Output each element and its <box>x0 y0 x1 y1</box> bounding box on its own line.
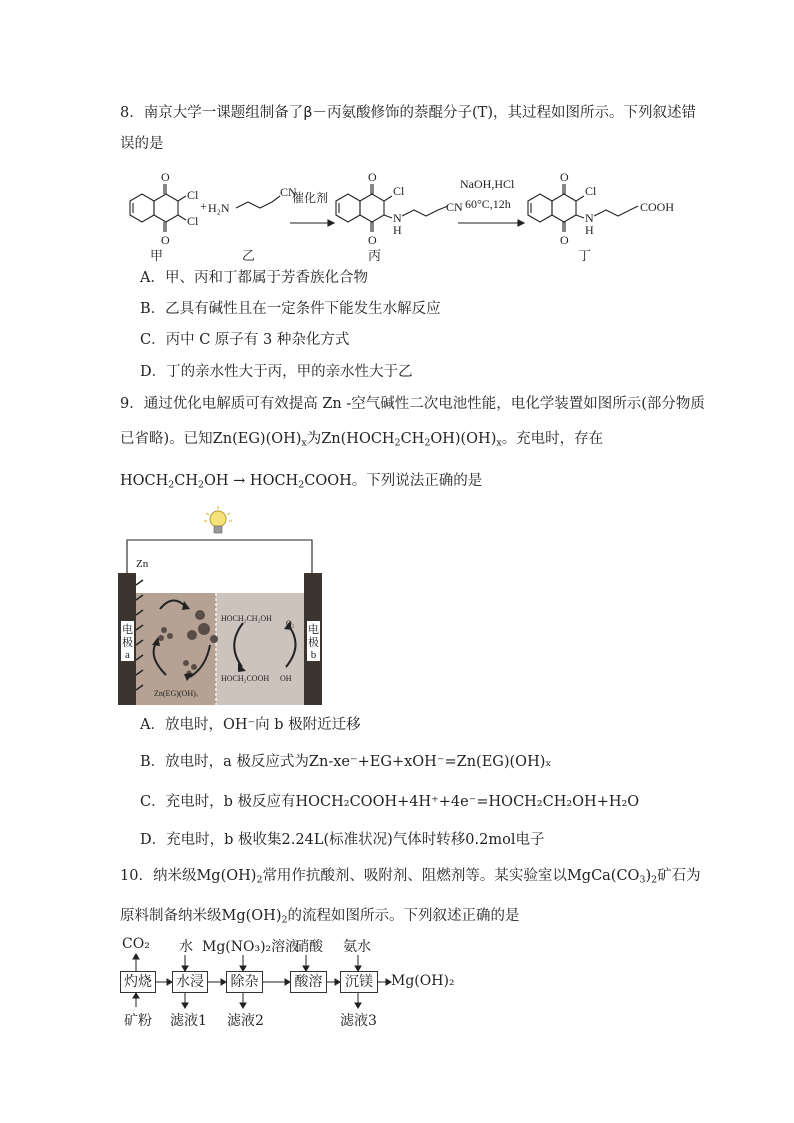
q10-stem2-part2: 的流程如图所示。下列叙述正确的是 <box>287 908 520 924</box>
bing-o-top: O <box>368 170 377 184</box>
bing-n: N <box>393 211 402 225</box>
q10-stem2-part1: 原料制备纳米级 <box>120 908 222 924</box>
electrode-b-char3: b <box>310 649 317 661</box>
cond-bottom: 60°C,12h <box>465 197 511 211</box>
flow-filtrate-2: 滤液2 <box>227 1013 264 1029</box>
zn-label: Zn <box>136 558 149 570</box>
q9-d-part5: 电子 <box>515 832 545 848</box>
bing-h: H <box>393 223 402 237</box>
q8-stem-part1: 8．南京大学一课题组制备了 <box>120 105 304 121</box>
q8-stem-part2: －丙氨酸修饰的萘醌分子(T)，其过程如图所示。下列叙述错 <box>312 105 696 121</box>
flow-filtrate-1: 滤液1 <box>170 1013 207 1029</box>
q10-stem1-part1: 10．纳米级 <box>120 868 197 884</box>
q10-stem1-part3: 矿石为 <box>657 868 701 884</box>
flow-ore: 矿粉 <box>124 1013 152 1029</box>
flow-step-roast: 灼烧 <box>120 971 156 993</box>
ding-cl: Cl <box>585 184 597 198</box>
q9-option-d <box>140 830 544 850</box>
label-ding: 丁 <box>578 248 592 263</box>
q9-battery-diagram <box>118 505 330 705</box>
q9-stem2-part1: 已省略)。已知 <box>120 431 213 447</box>
electrode-a-char2: 极 <box>122 637 133 649</box>
ding-h: H <box>585 223 594 237</box>
label-yi: 乙 <box>242 248 256 263</box>
q8-option-b: B．乙具有碱性且在一定条件下能发生水解反应 <box>140 301 441 317</box>
label-jia: 甲 <box>150 248 164 263</box>
ding-o-bottom: O <box>560 233 569 247</box>
jia-cl-1: Cl <box>187 188 199 202</box>
q9-c-equation: HOCH₂COOH+4H⁺+4e⁻=HOCH₂CH₂OH+H₂O <box>295 794 640 810</box>
flow-mgno3: Mg(NO₃)₂溶液 <box>202 939 300 955</box>
yi-cn: CN <box>280 185 297 199</box>
cond-top: NaOH,HCl <box>460 177 515 191</box>
q9-b-equation: Zn-xe⁻+EG+xOH⁻=Zn(EG)(OH)ₓ <box>308 754 552 770</box>
q8-option-a: A．甲、丙和丁都属于芳香族化合物 <box>140 270 368 286</box>
q9-a-ion: OH⁻ <box>222 717 256 733</box>
q9-b-part1: B．放电时，a 极反应式为 <box>140 754 309 770</box>
flow-ammonia: 氨水 <box>343 939 371 955</box>
ding-o-top: O <box>560 170 569 184</box>
q9-stem2-part3: 。充电时，存在 <box>501 431 604 447</box>
flow-step-precipitate-mg: 沉镁 <box>340 971 378 993</box>
q9-stem2-part2: 为 <box>306 431 322 447</box>
oh-label: OH <box>280 674 292 683</box>
q9-stem-line2: 已省略)。已知$Zn(EG)(OH)_x$为$Zn(HOCH_2CH_2OH)(OH)_x$。充电时，存在 <box>120 431 604 449</box>
flow-co2: CO₂ <box>122 936 150 952</box>
q10-stem-line1: 10．纳米级$Mg(OH)_2$常用作抗酸剂、吸附剂、阻燃剂等。某实验室以$MgCa(CO_3)_2$矿石为 <box>120 868 701 886</box>
flow-water: 水 <box>179 939 193 955</box>
o2-label: O₂ <box>286 619 295 628</box>
jia-cl-2: Cl <box>187 214 199 228</box>
q9-option-b <box>140 752 552 772</box>
plus-sign: + <box>200 199 207 213</box>
q9-stem-line3: $HOCH_2CH_2OH$ → $HOCH_2COOH$。下列说法正确的是 <box>120 473 483 491</box>
q9-a-part3: 向 b 极附近迁移 <box>255 717 361 733</box>
flow-step-acid-dissolve: 酸溶 <box>290 971 327 993</box>
q8-stem-line2: 误的是 <box>120 136 164 152</box>
q9-d-part1: D．充电时，b 极收集 <box>140 832 282 848</box>
q9-stem3-part2: 。下列说法正确的是 <box>351 473 483 489</box>
flow-step-remove-impurities: 除杂 <box>226 971 263 993</box>
zn-eg-label: Zn(EG)(OH)ₓ <box>154 689 199 698</box>
electrode-b-char2: 极 <box>308 637 319 649</box>
q8-beta: β <box>303 105 313 121</box>
bing-cl: Cl <box>393 184 405 198</box>
q9-d-part3: (标准状况)气体时转移 <box>323 832 466 848</box>
q9-stem-line1: 9．通过优化电解质可有效提高 Zn -空气碱性二次电池性能，电化学装置如图所示(部分物质 <box>120 396 705 412</box>
lightbulb-icon <box>204 506 232 533</box>
hoch2cooh-label: HOCH₂COOH <box>221 674 270 683</box>
q9-a-part1: A．放电时， <box>140 717 223 733</box>
q8-option-c: C．丙中 C 原子有 3 种杂化方式 <box>140 332 350 348</box>
flow-filtrate-3: 滤液3 <box>340 1013 377 1029</box>
q9-d-volume: 2.24L <box>281 832 324 848</box>
bing-cn: CN <box>446 200 463 214</box>
bing-o-bottom: O <box>368 233 377 247</box>
flow-product: Mg(OH)₂ <box>391 973 455 989</box>
label-bing: 丙 <box>368 248 382 263</box>
q8-reaction-scheme <box>110 168 690 266</box>
catalyst-label: 催化剂 <box>292 191 329 205</box>
jia-o-top: O <box>161 170 170 184</box>
q9-d-mol: 0.2mol <box>465 832 516 848</box>
flow-hno3: 硝酸 <box>295 939 323 955</box>
q10-stem1-part2: 常用作抗酸剂、吸附剂、阻燃剂等。某实验室以 <box>262 868 567 884</box>
q8-stem-line1 <box>120 103 696 123</box>
flow-step-water-leach: 水浸 <box>172 971 208 993</box>
yi-h2n: H₂N <box>208 201 230 215</box>
jia-o-bottom: O <box>161 233 170 247</box>
ding-cooh: COOH <box>640 200 675 214</box>
q9-option-c <box>140 792 639 812</box>
q10-stem-line2: 原料制备纳米级$Mg(OH)_2$的流程如图所示。下列叙述正确的是 <box>120 908 520 926</box>
q8-option-d: D．丁的亲水性大于丙，甲的亲水性大于乙 <box>140 364 413 380</box>
electrode-a-char1: 电 <box>122 624 133 636</box>
q9-c-part1: C．充电时，b 极反应有 <box>140 794 296 810</box>
hoch2ch2oh-label: HOCH₂CH₂OH <box>221 614 272 623</box>
ding-n: N <box>585 211 594 225</box>
q9-option-a <box>140 715 361 735</box>
electrode-b-char1: 电 <box>308 624 319 636</box>
electrode-a-char3: a <box>125 649 130 661</box>
